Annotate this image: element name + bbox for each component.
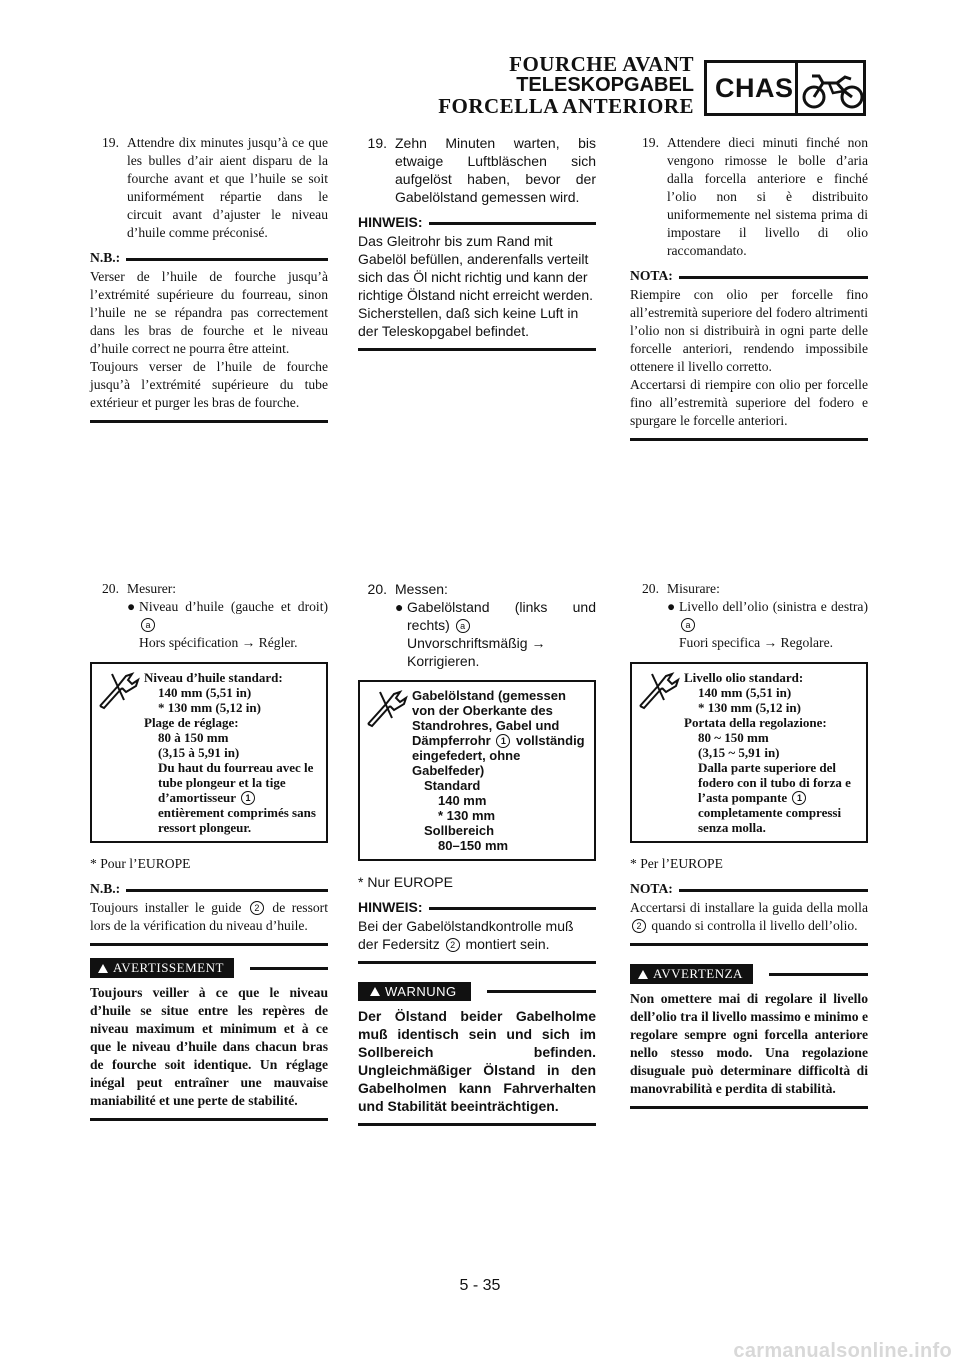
spec-line: Niveau d’huile standard: — [144, 670, 283, 685]
note-label: N.B.: — [90, 250, 121, 265]
note-label: NOTA: — [630, 268, 673, 283]
it-note2-end — [630, 943, 868, 946]
de-warning-header — [358, 982, 596, 1001]
it-note1-header — [630, 268, 868, 284]
spec-line: Portata della regolazione: — [684, 715, 827, 730]
note-label: NOTA: — [630, 881, 673, 896]
fr-footnote: * Pour l’EUROPE — [90, 856, 191, 871]
de-note2-header — [358, 899, 596, 915]
it-step19-block — [630, 134, 868, 441]
section-label: CHAS — [715, 72, 794, 103]
section-divider — [795, 63, 798, 113]
it-note2-body: Accertarsi di installare la guida della molla 2 quando si controlla il livello dell’olio. — [630, 900, 868, 933]
note-label: HINWEIS: — [358, 899, 423, 915]
note-label: HINWEIS: — [358, 214, 423, 230]
de-warning-text: Der Ölstand beider Gabelholme muß identisch sein und sich im Sollbereich befinden. Ungleichmäßiger Ölstand in den Gabelholmen kann Fahrverhalten und Stabilität beeinträchtigen. — [358, 1008, 596, 1114]
fr-note1-p2: Toujours verser de l’huile de fourche jusqu’à l’extrémité supérieure du tube extérieur et purger les bras de fourche. — [90, 359, 328, 410]
de-step19 — [358, 134, 596, 206]
warning-triangle-icon — [98, 964, 108, 973]
fr-note1-end — [90, 420, 328, 423]
it-step20 — [630, 580, 868, 598]
it-warning-header — [630, 964, 868, 984]
step-text: Attendere dieci minuti finché non vengono rimosse le bolle d’aria dalla forcella anteriore e finché l’olio non si è distribuito uniformemente nel sistema prima di impostare il livello di olio raccomandato. — [667, 135, 868, 258]
fr-step19 — [90, 134, 328, 242]
wrench-spec-icon — [96, 670, 140, 710]
de-note1-end — [358, 348, 596, 351]
it-step20-action: Fuori specifica → Regolare. — [679, 635, 834, 650]
spec-line: 80 à 150 mm — [158, 730, 229, 745]
it-step20-bullet: ● Livello dell’olio (sinistra e destra) a — [630, 598, 868, 634]
step-text: Attendre dix minutes jusqu’à ce que les bulles d’air aient disparu de la fourche avant et que l’huile se soit uniformément répartie dans le circuit avant d’ajuster le niveau d’huile comme préconisé. — [127, 135, 328, 240]
page-number: 5 - 35 — [459, 1277, 501, 1294]
step-number: 19. — [642, 135, 659, 150]
fr-note1-header — [90, 250, 328, 266]
fr-warning-text: Toujours veiller à ce que le niveau d’huile se situe entre les repères de niveau maximum et minimum et à ce que le niveau d’huile dans chacun bras de fourche soit identique. Un réglage inégal peut entraîner une mauvaise maniabilité et une perte de stabilité. — [90, 985, 328, 1108]
it-note1-end — [630, 438, 868, 441]
spec-line: (3,15 ~ 5,91 in) — [698, 745, 780, 760]
it-note1-p2: Accertarsi di riempire con olio per forcelle fino all’estremità superiore del fodero e spurgare le forcelle anteriori. — [630, 377, 868, 428]
spec-line: Livello olio standard: — [684, 670, 804, 685]
spec-line: * 130 mm — [438, 808, 496, 823]
spec-line: Standard — [424, 778, 481, 793]
fr-note1-p1: Verser de l’huile de fourche jusqu’à l’extrémité supérieure du fourreau, sinon l’huile ne se répandra pas correctement dans les bras de fourche et le niveau d’huile correct ne pourra être atteint. — [90, 269, 328, 356]
it-step19 — [630, 134, 868, 260]
it-footnote: * Per l’EUROPE — [630, 856, 723, 871]
fr-step20 — [90, 580, 328, 598]
spec-line: (3,15 à 5,91 in) — [158, 745, 240, 760]
it-warning-end — [630, 1106, 868, 1109]
bullet-icon: ● — [395, 599, 404, 615]
section-badge — [704, 60, 866, 116]
step-number: 19. — [102, 135, 119, 150]
step-text: Misurare: — [667, 581, 720, 596]
de-note2-body: Bei der Gabelölstandkontrolle muß der Federsitz 2 montiert sein. — [358, 918, 574, 952]
spec-line: * 130 mm (5,12 in) — [698, 700, 801, 715]
fr-step19-block — [90, 134, 328, 423]
step-text: Mesurer: — [127, 581, 177, 596]
spec-line: 80 ~ 150 mm — [698, 730, 769, 745]
spec-line: 80–150 mm — [438, 838, 509, 853]
step-number: 20. — [102, 581, 119, 596]
fr-step20-action: Hors spécification → Régler. — [139, 635, 298, 650]
warning-triangle-icon — [370, 987, 380, 996]
de-step20 — [358, 580, 596, 598]
de-footnote: * Nur EUROPE — [358, 874, 453, 890]
title-fr: FOURCHE AVANT — [509, 52, 694, 76]
ref-marker: a — [456, 619, 470, 633]
spec-line: 140 mm — [438, 793, 487, 808]
step-number: 20. — [367, 581, 387, 597]
ref-marker: 2 — [446, 938, 460, 952]
fr-warning-header — [90, 958, 328, 978]
it-spec-box: Livello olio standard: 140 mm (5,51 in) * 130 mm (5,12 in) Portata della regolazione: 80 ~ 150 mm (3,15 ~ 5,91 in) Dalla parte superiore del fodero con il tubo di forza e l’asta pompante 1 completamente compressi senza molla. — [630, 662, 868, 843]
spec-line: 140 mm (5,51 in) — [158, 685, 252, 700]
bullet-icon: ● — [127, 599, 136, 614]
warning-label: WARNUNG — [385, 984, 457, 999]
fr-warning-end — [90, 1118, 328, 1121]
de-note2-end — [358, 961, 596, 964]
spec-line: Sollbereich — [424, 823, 495, 838]
fr-step20-bullet: ● Niveau d’huile (gauche et droit) a — [90, 598, 328, 634]
warning-label: AVERTISSEMENT — [113, 960, 224, 975]
de-step20-block — [358, 580, 596, 1126]
de-note1-p1: Das Gleitrohr bis zum Rand mit Gabelöl befüllen, anderenfalls verteilt sich das Öl nicht richtig und kann der richtige Ölstand nicht erreicht werden. — [358, 233, 593, 303]
wrench-spec-icon — [364, 688, 408, 728]
fr-note2-body: Toujours installer le guide 2 de ressort lors de la vérification du niveau d’huile. — [90, 900, 328, 933]
fr-note2-end — [90, 943, 328, 946]
de-note1-p2: Sicherstellen, daß sich keine Luft in der Teleskopgabel befindet. — [358, 305, 579, 339]
de-step19-block — [358, 134, 596, 351]
ref-marker: 2 — [632, 919, 646, 933]
spec-line: 140 mm (5,51 in) — [698, 685, 792, 700]
ref-marker: a — [681, 618, 695, 632]
step-text: Zehn Minuten warten, bis etwaige Luftbläschen sich aufgelöst haben, bevor der Gabelölstand gemessen wird. — [395, 135, 596, 205]
step-text: Messen: — [395, 581, 448, 597]
fr-note2-header — [90, 881, 328, 897]
ref-marker: 2 — [250, 901, 264, 915]
ref-marker: 1 — [496, 734, 510, 748]
header-titles — [438, 54, 694, 117]
de-step20-bullet: ● Gabelölstand (links und rechts) a — [395, 599, 596, 633]
ref-marker: 1 — [241, 791, 255, 805]
title-de: TELESKOPGABEL — [516, 74, 694, 96]
de-warning-end — [358, 1123, 596, 1126]
ref-marker: a — [141, 618, 155, 632]
fr-step20-block — [90, 580, 328, 1121]
spec-line: Plage de réglage: — [144, 715, 239, 730]
warning-triangle-icon — [638, 970, 648, 979]
de-step20-action: Unvorschriftsmäßig → Korrigieren. — [407, 635, 546, 669]
it-note2-header — [630, 881, 868, 897]
it-warning-text: Non omettere mai di regolare il livello dell’olio tra il livello massimo e minimo e regolare sempre ogni forcella anteriore nello stesso modo. Una regolazione disuguale può determinare difficoltà di manovrabilità e perdita di stabilità. — [630, 991, 868, 1096]
step-number: 20. — [642, 581, 659, 596]
warning-label: AVVERTENZA — [653, 966, 743, 981]
motorcycle-icon — [801, 67, 865, 111]
watermark: carmanualsonline.info — [733, 1340, 952, 1362]
fr-spec-box: Niveau d’huile standard: 140 mm (5,51 in) * 130 mm (5,12 in) Plage de réglage: 80 à 150 mm (3,15 à 5,91 in) Du haut du fourreau avec le tube plongeur et la tige d’amortisseur 1 entièrement comprimés sans ressort plongeur. — [90, 662, 328, 843]
de-spec-box: Gabelölstand (gemessen von der Oberkante des Standrohres, Gabel und Dämpferrohr 1 vollständig eingefedert, ohne Gabelfeder) Standard 140 mm * 130 mm Sollbereich 80–150 mm — [358, 680, 596, 861]
de-note1-header — [358, 214, 596, 230]
spec-line: * 130 mm (5,12 in) — [158, 700, 261, 715]
it-step20-block — [630, 580, 868, 1109]
note-label: N.B.: — [90, 881, 121, 896]
wrench-spec-icon — [636, 670, 680, 710]
step-number: 19. — [367, 135, 387, 151]
bullet-icon: ● — [667, 599, 676, 614]
it-note1-p1: Riempire con olio per forcelle fino all’estremità superiore del fodero altrimenti l’olio non si distribuirà in ogni parte delle forcelle anteriori, rendendo impossibile ottenere il livello corretto. — [630, 287, 868, 374]
title-it: FORCELLA ANTERIORE — [438, 94, 694, 118]
ref-marker: 1 — [792, 791, 806, 805]
